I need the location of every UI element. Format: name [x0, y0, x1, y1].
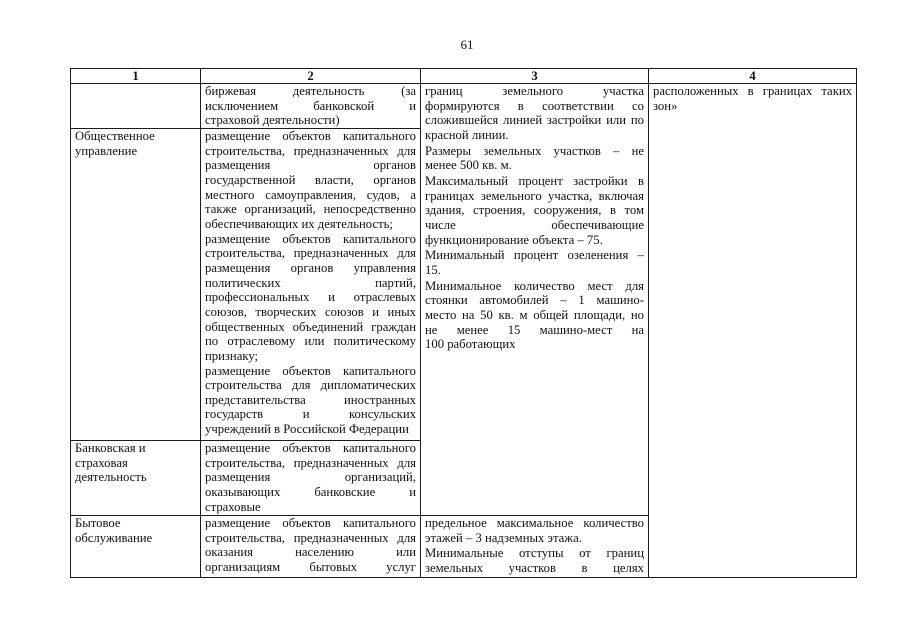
text-line: строительства, предназначенных для — [205, 246, 416, 261]
text-line: размещение объектов капитального — [205, 441, 416, 455]
text-line: политических партий, — [205, 275, 416, 290]
text-line: размещение объектов капитального — [205, 363, 416, 378]
text-line: Банковская и — [75, 441, 146, 455]
text-line: по отраслевому или политическому — [205, 334, 416, 349]
text-line: обслуживание — [75, 530, 153, 545]
header-col-1: 1 — [71, 69, 201, 84]
permitted-uses-cell — [201, 129, 421, 441]
text-line: земельных участков в целях — [425, 560, 644, 575]
text-line: 100 работающих — [425, 337, 516, 352]
text-line: красной линии. — [425, 127, 509, 142]
text-line: деятельность — [75, 470, 147, 485]
text-line: зон» — [653, 98, 678, 113]
text-line: местного самоуправления, судов, а — [205, 187, 416, 202]
header-col-3: 3 — [421, 69, 649, 84]
text-line: функционирование объекта – 75. — [425, 232, 603, 247]
text-line: биржевая деятельность (за — [205, 84, 416, 98]
text-line: размещения органов — [205, 158, 416, 173]
text-line: организациям бытовых услуг — [205, 559, 416, 574]
text-line: оказывающих банковские и — [205, 484, 416, 499]
text-line: этажей – 3 надземных этажа. — [425, 530, 582, 545]
text-line: размещения органов управления — [205, 260, 416, 275]
text-line: признаку; — [205, 348, 259, 363]
text-line: расположенных в границах таких — [653, 84, 852, 98]
text-line: страховая — [75, 455, 128, 470]
text-line: 15. — [425, 262, 441, 277]
text-line: границ земельного участка — [425, 84, 644, 98]
text-line: общественных объединений граждан — [205, 319, 416, 334]
table-row — [71, 84, 857, 129]
table-header-row — [71, 69, 857, 84]
text-line: место на 50 кв. м общей площади, но — [425, 307, 644, 322]
text-line: также организаций, непосредственно — [205, 202, 416, 217]
parameters-cell — [421, 84, 649, 516]
use-type-cell — [71, 516, 201, 578]
text-line: размещение объектов капитального — [205, 129, 416, 143]
text-line: границах земельного участка, включая — [425, 188, 644, 203]
text-line: учреждений в Российской Федерации — [205, 422, 409, 437]
text-line: Минимальный процент озеленения – — [425, 248, 644, 263]
text-line: исключением банковской и — [205, 98, 416, 113]
text-line: менее 500 кв. м. — [425, 158, 512, 173]
text-line: профессиональных и отраслевых — [205, 290, 416, 305]
use-type-cell — [71, 441, 201, 516]
text-line: строительства для дипломатических — [205, 378, 416, 393]
text-line: сложившейся линией застройки или по — [425, 113, 644, 128]
text-line: размещение объектов капитального — [205, 516, 416, 530]
text-line: здания, строения, сооружения, в том — [425, 203, 644, 218]
text-line: страховые — [205, 499, 261, 514]
text-line: управление — [75, 143, 138, 158]
header-col-4: 4 — [649, 69, 857, 84]
text-line: размещение объектов капитального — [205, 231, 416, 246]
text-line: Бытовое — [75, 516, 121, 530]
text-line: размещения организаций, — [205, 470, 416, 485]
text-line: Минимальное количество мест для — [425, 278, 644, 293]
text-line: не менее 15 машино-мест на — [425, 322, 644, 337]
permitted-uses-cell — [201, 516, 421, 578]
notes-cell — [649, 84, 857, 578]
text-line: Максимальный процент застройки в — [425, 173, 644, 188]
page-number: 61 — [460, 37, 474, 52]
text-line: Общественное — [75, 129, 155, 143]
use-type-cell — [71, 129, 201, 441]
parameters-cell — [421, 516, 649, 578]
permitted-uses-cell — [201, 441, 421, 516]
text-line: строительства, предназначенных для — [205, 530, 416, 545]
text-line: числе обеспечивающие — [425, 217, 644, 232]
text-line: представительства иностранных — [205, 392, 416, 407]
text-line: формируются в соответствии со — [425, 98, 644, 113]
use-type-cell — [71, 84, 201, 129]
header-col-2: 2 — [201, 69, 421, 84]
text-line: страховой деятельности) — [205, 113, 340, 128]
text-line: государственной власти, органов — [205, 172, 416, 187]
permitted-uses-cell — [201, 84, 421, 129]
text-line: Минимальные отступы от границ — [425, 546, 644, 561]
text-line: строительства, предназначенных для — [205, 455, 416, 470]
text-line: оказания населению или — [205, 545, 416, 560]
text-line: Размеры земельных участков – не — [425, 143, 644, 158]
text-line: предельное максимальное количество — [425, 516, 644, 530]
text-line: союзов, творческих союзов и иных — [205, 304, 416, 319]
text-line: стоянки автомобилей – 1 машино- — [425, 293, 644, 308]
text-line: государств и консульских — [205, 407, 416, 422]
text-line: строительства, предназначенных для — [205, 143, 416, 158]
regulation-table — [70, 68, 857, 578]
text-line: обеспечивающих их деятельность; — [205, 216, 393, 231]
